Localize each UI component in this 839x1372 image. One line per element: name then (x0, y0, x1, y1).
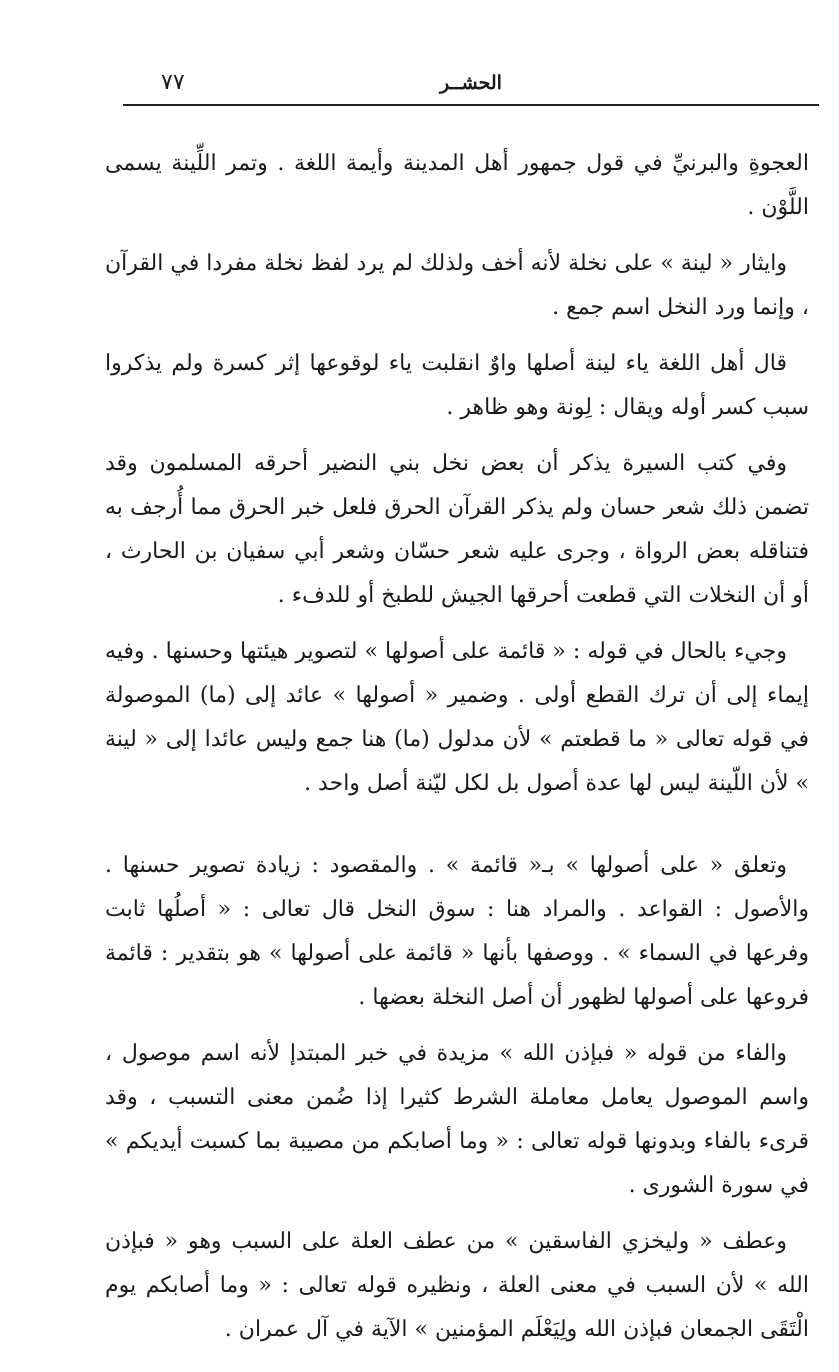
page-header (123, 62, 819, 106)
paragraph: العجوةِ والبرنيِّ في قول جمهور أهل المدينة وأيمة اللغة . وتمر اللِّينة يسمى اللَّوْن . (105, 151, 809, 220)
paragraph: وعطف « وليخزي الفاسقين » من عطف العلة على السبب وهو « فبإذن الله » لأن السبب في معنى العلة ، ونظيره قوله تعالى : « وما أصابكم يوم الْتَقَى الجمعان فبإذن الله ولِيَعْلَم المؤمنين » الآية في آل عمران . (105, 1229, 809, 1342)
paragraph: وجيء بالحال في قوله : « قائمة على أصولها » لتصوير هيئتها وحسنها . وفيه إيماء إلى أن ترك القطع أولى . وضمير « أصولها » عائد إلى (ما) الموصولة في قوله تعالى « ما قطعتم » لأن مدلول (ما) هنا جمع وليس عائدا إلى « لينة » لأن اللّينة ليس لها عدة أصول بل لكل ليّنة أصل واحد . (105, 639, 809, 796)
header-rule (123, 104, 819, 106)
page-number: ٧٧ (161, 70, 185, 95)
paragraph: وتعلق « على أصولها » بـ« قائمة » . والمقصود : زيادة تصوير حسنها . والأصول : القواعد . والمراد هنا : سوق النخل قال تعالى : « أصلُها ثابت وفرعها في السماء » . ووصفها بأنها « قائمة على أصولها » هو بتقدير : قائمة فروعها على أصولها لظهور أن أصل النخلة بعضها . (105, 853, 809, 1010)
paragraph: وفي كتب السيرة يذكر أن بعض نخل بني النضير أحرقه المسلمون وقد تضمن ذلك شعر حسان ولم يذكر القرآن الحرق فلعل خبر الحرق مما أُرجف به فتناقله بعض الرواة ، وجرى عليه شعر حسّان وشعر أبي سفيان بن الحارث ، أو أن النخلات التي قطعت أحرقها الجيش للطبخ أو للدفء . (105, 451, 809, 608)
paragraph: وايثار « لينة » على نخلة لأنه أخف ولذلك لم يرد لفظ نخلة مفردا في القرآن ، وإنما ورد النخل اسم جمع . (105, 251, 809, 320)
running-title: الحشــر (440, 72, 502, 94)
body-text (105, 142, 809, 1364)
paragraph: قال أهل اللغة ياء لينة أصلها واوٌ انقلبت ياء لوقوعها إثر كسرة ولم يذكروا سبب كسر أوله ويقال : لِونة وهو ظاهر . (105, 351, 809, 420)
paragraph: والفاء من قوله « فبإذن الله » مزيدة في خبر المبتدإ لأنه اسم موصول ، واسم الموصول يعامل معاملة الشرط كثيرا إذا ضُمن معنى التسبب ، وقد قرىء بالفاء وبدونها قوله تعالى : « وما أصابكم من مصيبة بما كسبت أيديكم » في سورة الشورى . (105, 1041, 809, 1198)
